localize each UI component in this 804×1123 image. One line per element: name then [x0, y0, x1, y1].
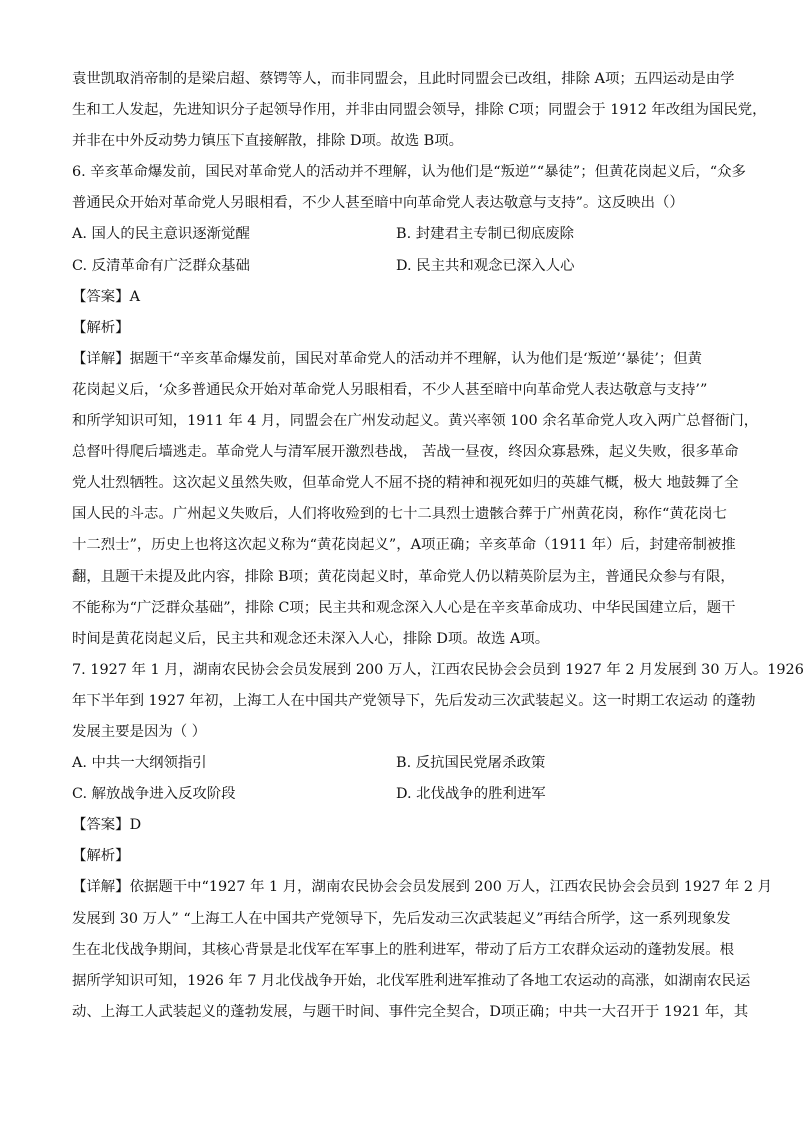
analysis-line: 总督叶得爬后墙逃走。革命党人与清军展开激烈巷战， 苦战一昼夜，终因众寡悬殊，起义失败，很多革命	[72, 444, 739, 461]
option-a: A. 国人的民主意识逐渐觉醒	[72, 226, 250, 243]
text-line: 生和工人发起，先进知识分子起领导作用，并非由同盟会领导，排除 C项；同盟会于 1912 年改组为国民党，	[72, 102, 767, 119]
analysis-line: 十二烈士”，历史上也将这次起义称为“黄花岗起义”，A项正确；辛亥革命（1911 年）后，封建帝制被推	[72, 537, 736, 554]
analysis-line: 动、上海工人武装起义的蓬勃发展，与题干时间、事件完全契合，D项正确；中共一大召开于 1921 年，其	[72, 1003, 749, 1020]
question-stem-line: 普通民众开始对革命党人另眼相看，不少人甚至暗中向革命党人表达敬意与支持”。这反映出（）	[72, 195, 684, 212]
question-stem-line: 发展主要是因为（ ）	[72, 723, 207, 740]
analysis-line: 生在北伐战争期间，其核心背景是北伐军在军事上的胜利进军，带动了后方工农群众运动的蓬勃发展。根	[72, 941, 734, 958]
option-d: D. 北伐战争的胜利进军	[396, 786, 546, 803]
option-b: B. 封建君主专制已彻底废除	[396, 226, 575, 243]
options-row	[72, 779, 728, 810]
analysis-line: 据所学知识可知，1926 年 7 月北伐战争开始，北伐军胜利进军推动了各地工农运动的高涨，如湖南农民运	[72, 972, 751, 989]
analysis-line: 花岗起义后，‘众多普通民众开始对革命党人另眼相看，不少人甚至暗中向革命党人表达敬意与支持’”	[72, 381, 708, 398]
options-row	[72, 219, 728, 250]
question-6	[72, 157, 759, 655]
option-c: C. 反清革命有广泛群众基础	[72, 257, 250, 274]
options-row	[72, 251, 728, 282]
analysis-line: 【详解】据题干“辛亥革命爆发前，国民对革命党人的活动并不理解，认为他们是‘叛逆’‘暴徒’；但黄	[72, 350, 703, 367]
analysis-line: 不能称为“广泛群众基础”，排除 C项；民主共和观念深入人心是在辛亥革命成功、中华民国建立后，题干	[72, 599, 736, 616]
analysis-line: 和所学知识可知，1911 年 4 月，同盟会在广州发动起义。黄兴率领 100 余名革命党人攻入两广总督衙门，	[72, 413, 759, 430]
options-row	[72, 748, 728, 779]
question-7	[72, 655, 804, 1028]
answer-label: 【答案】A	[72, 288, 140, 305]
question-stem-line: 年下半年到 1927 年初，上海工人在中国共产党领导下，先后发动三次武装起义。这一时期工农运动 的蓬勃	[72, 692, 756, 709]
text-line: 并非在中外反动势力镇压下直接解散，排除 D项。故选 B项。	[72, 133, 464, 150]
question-stem-line: 7. 1927 年 1 月，湖南农民协会会员发展到 200 万人，江西农民协会会员到 1927 年 2 月发展到 30 万人。1926	[72, 661, 804, 678]
previous-analysis-continuation	[72, 64, 767, 157]
document-page	[72, 64, 804, 1028]
option-d: D. 民主共和观念已深入人心	[396, 257, 575, 274]
text-line: 袁世凯取消帝制的是梁启超、蔡锷等人，而非同盟会，且此时同盟会已改组，排除 A项；五四运动是由学	[72, 71, 735, 87]
analysis-title: 【解析】	[72, 319, 130, 336]
option-a: A. 中共一大纲领指引	[72, 755, 207, 772]
analysis-line: 【详解】依据题干中“1927 年 1 月，湖南农民协会会员发展到 200 万人，江西农民协会会员到 1927 年 2 月	[72, 879, 773, 896]
option-b: B. 反抗国民党屠杀政策	[396, 755, 546, 772]
option-c: C. 解放战争进入反攻阶段	[72, 786, 236, 803]
answer-label: 【答案】D	[72, 817, 142, 834]
question-stem-line: 6. 辛亥革命爆发前，国民对革命党人的活动并不理解，认为他们是“叛逆”“暴徒”；但黄花岗起义后，“众多	[72, 164, 746, 181]
analysis-line: 发展到 30 万人” “上海工人在中国共产党领导下，先后发动三次武装起义”再结合所学，这一系列现象发	[72, 910, 731, 927]
analysis-line: 国人民的斗志。广州起义失败后，人们将收殓到的七十二具烈士遗骸合葬于广州黄花岗，称作“黄花岗七	[72, 506, 727, 523]
analysis-title: 【解析】	[72, 848, 130, 865]
analysis-line: 翻，且题干未提及此内容，排除 B项；黄花岗起义时，革命党人仍以精英阶层为主，普通民众参与有限，	[72, 568, 735, 585]
analysis-line: 党人壮烈牺牲。这次起义虽然失败，但革命党人不屈不挠的精神和视死如归的英雄气概，极大 地鼓舞了全	[72, 475, 739, 492]
analysis-line: 时间是黄花岗起义后，民主共和观念还未深入人心，排除 D项。故选 A项。	[72, 630, 550, 647]
